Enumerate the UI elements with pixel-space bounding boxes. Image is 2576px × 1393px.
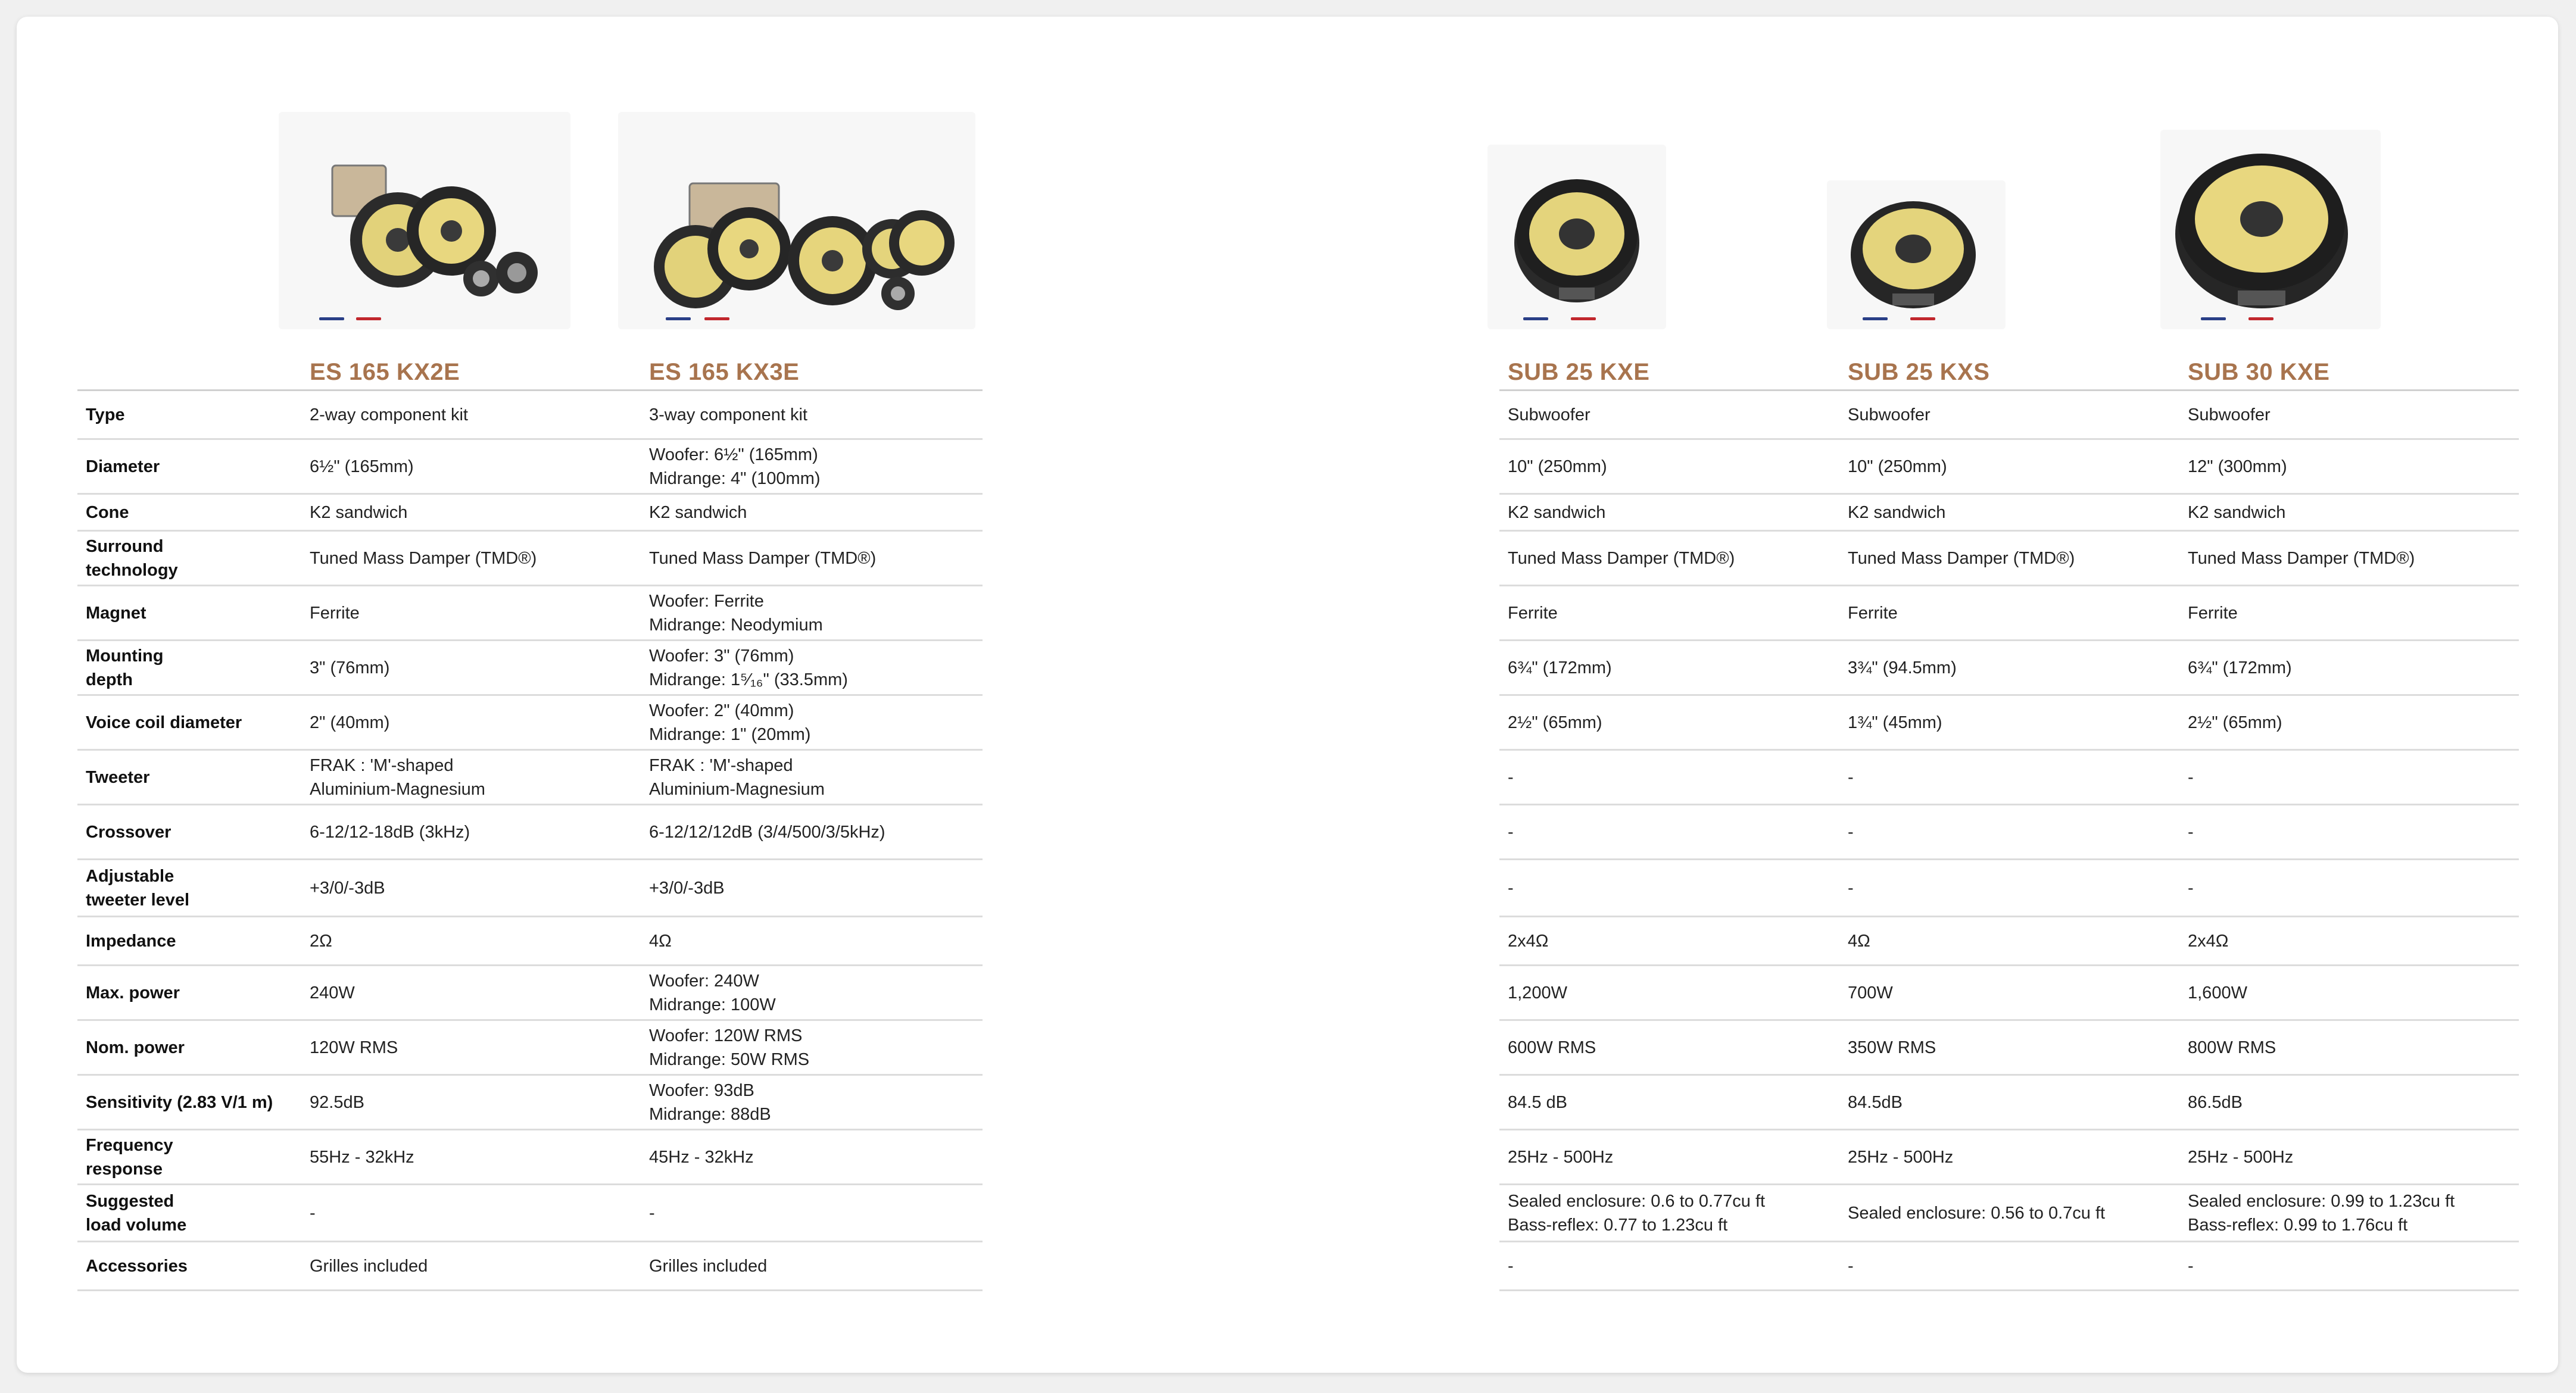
spec-label: Max. power [77, 966, 301, 1020]
spec-value: Ferrite [1839, 586, 2179, 641]
component-speaker-kit-icon [279, 112, 570, 329]
spec-value: 84.5dB [1839, 1075, 2179, 1130]
table-row [77, 1075, 983, 1130]
spec-value: - [301, 1185, 641, 1242]
table-row [1499, 439, 2519, 494]
sub30kxe-product-image [2160, 130, 2381, 329]
flag-blue-stripe [666, 317, 691, 320]
spec-value: - [2179, 1242, 2519, 1291]
spec-value: Ferrite [2179, 586, 2519, 641]
spec-label: Diameter [77, 439, 301, 494]
spec-value: 12" (300mm) [2179, 439, 2519, 494]
spec-value: Woofer: Ferrite Midrange: Neodymium [641, 586, 983, 641]
spec-value: K2 sandwich [2179, 494, 2519, 531]
spec-label: Cone [77, 494, 301, 531]
spec-value: Tuned Mass Damper (TMD®) [1839, 531, 2179, 586]
spec-value: K2 sandwich [1499, 494, 1839, 531]
spec-value: - [2179, 805, 2519, 860]
spec-label: Type [77, 391, 301, 439]
table-row [77, 494, 983, 531]
flag-blue-stripe [2201, 317, 2226, 320]
spec-value: +3/0/-3dB [301, 860, 641, 917]
subwoofer-icon [2160, 130, 2381, 329]
table-row [77, 391, 983, 439]
spec-value: 3" (76mm) [301, 641, 641, 695]
table-row [1499, 1242, 2519, 1291]
spec-value: Ferrite [301, 586, 641, 641]
spec-value: Tuned Mass Damper (TMD®) [641, 531, 983, 586]
spec-value: 92.5dB [301, 1075, 641, 1130]
spec-label: Adjustable tweeter level [77, 860, 301, 917]
es165kx2e-product-image [279, 112, 570, 329]
spec-label: Sensitivity (2.83 V/1 m) [77, 1075, 301, 1130]
flag-red-stripe [1571, 317, 1596, 320]
flag-blue-stripe [1863, 317, 1888, 320]
spec-value: 4Ω [1839, 917, 2179, 966]
flag-blue-stripe [319, 317, 344, 320]
spec-value: Woofer: 120W RMS Midrange: 50W RMS [641, 1020, 983, 1075]
spec-value: - [641, 1185, 983, 1242]
spec-value: 45Hz - 32kHz [641, 1130, 983, 1185]
table-row [77, 1130, 983, 1185]
spec-value: Subwoofer [1839, 391, 2179, 439]
table-row [77, 1185, 983, 1242]
spec-value: +3/0/-3dB [641, 860, 983, 917]
spec-label: Magnet [77, 586, 301, 641]
spec-label: Frequency response [77, 1130, 301, 1185]
table-row [1499, 1130, 2519, 1185]
es165kx3e-product-image [618, 112, 975, 329]
spec-value: - [1839, 750, 2179, 805]
table-row [1499, 531, 2519, 586]
spec-value: 2Ω [301, 917, 641, 966]
spec-value: 3-way component kit [641, 391, 983, 439]
spec-label: Tweeter [77, 750, 301, 805]
spec-value: Woofer: 93dB Midrange: 88dB [641, 1075, 983, 1130]
model-name: ES 165 KX3E [641, 347, 983, 391]
spec-value: 25Hz - 500Hz [1839, 1130, 2179, 1185]
spec-value: 2½" (65mm) [1499, 695, 1839, 750]
spec-value: Woofer: 6½" (165mm) Midrange: 4" (100mm) [641, 439, 983, 494]
spec-value: - [1839, 860, 2179, 917]
spec-value: 120W RMS [301, 1020, 641, 1075]
spec-value: Subwoofer [2179, 391, 2519, 439]
spec-value: 86.5dB [2179, 1075, 2519, 1130]
table-row [1499, 966, 2519, 1020]
spec-value: FRAK : 'M'-shaped Aluminium-Magnesium [641, 750, 983, 805]
spec-value: 1,600W [2179, 966, 2519, 1020]
table-row [1499, 1075, 2519, 1130]
spec-value: Grilles included [641, 1242, 983, 1291]
spec-value: 3¾" (94.5mm) [1839, 641, 2179, 695]
table-row [77, 805, 983, 860]
flag-red-stripe [2248, 317, 2274, 320]
table-row [1499, 695, 2519, 750]
model-name: SUB 25 KXE [1499, 347, 1839, 391]
flag-red-stripe [1910, 317, 1935, 320]
subwoofer-spec-table [1499, 347, 2519, 1291]
spec-label: Suggested load volume [77, 1185, 301, 1242]
spec-label: Accessories [77, 1242, 301, 1291]
spec-label-header [77, 347, 301, 391]
spec-value: Tuned Mass Damper (TMD®) [301, 531, 641, 586]
spec-value: 4Ω [641, 917, 983, 966]
model-name: SUB 30 KXE [2179, 347, 2519, 391]
table-row [1499, 917, 2519, 966]
spec-label: Voice coil diameter [77, 695, 301, 750]
spec-value: Ferrite [1499, 586, 1839, 641]
spec-value: Sealed enclosure: 0.6 to 0.77cu ft Bass-reflex: 0.77 to 1.23cu ft [1499, 1185, 1839, 1242]
component-speaker-kit-icon [618, 112, 975, 329]
spec-label: Surround technology [77, 531, 301, 586]
flag-red-stripe [356, 317, 381, 320]
spec-value: K2 sandwich [641, 494, 983, 531]
table-row [77, 1020, 983, 1075]
subwoofer-icon [1487, 145, 1666, 329]
spec-label: Nom. power [77, 1020, 301, 1075]
spec-label: Mounting depth [77, 641, 301, 695]
spec-value: 2-way component kit [301, 391, 641, 439]
table-row [77, 750, 983, 805]
model-name: SUB 25 KXS [1839, 347, 2179, 391]
table-row [77, 439, 983, 494]
flag-red-stripe [704, 317, 729, 320]
spec-value: - [1499, 860, 1839, 917]
spec-value: K2 sandwich [301, 494, 641, 531]
spec-sheet-page [17, 17, 2558, 1373]
table-header-row [77, 347, 983, 391]
spec-value: - [2179, 750, 2519, 805]
spec-value: K2 sandwich [1839, 494, 2179, 531]
spec-value: - [1839, 1242, 2179, 1291]
spec-value: 700W [1839, 966, 2179, 1020]
spec-value: 2x4Ω [1499, 917, 1839, 966]
spec-value: Woofer: 2" (40mm) Midrange: 1" (20mm) [641, 695, 983, 750]
spec-value: 6-12/12/12dB (3/4/500/3/5kHz) [641, 805, 983, 860]
table-row [1499, 641, 2519, 695]
spec-value: 10" (250mm) [1499, 439, 1839, 494]
spec-value: 2" (40mm) [301, 695, 641, 750]
spec-value: 25Hz - 500Hz [1499, 1130, 1839, 1185]
spec-value: Woofer: 3" (76mm) Midrange: 1⁵⁄₁₆" (33.5mm) [641, 641, 983, 695]
spec-value: 800W RMS [2179, 1020, 2519, 1075]
spec-label: Crossover [77, 805, 301, 860]
table-row [77, 586, 983, 641]
table-row [77, 917, 983, 966]
table-row [77, 1242, 983, 1291]
spec-value: - [2179, 860, 2519, 917]
table-header-row [1499, 347, 2519, 391]
table-row [77, 695, 983, 750]
sub25kxs-product-image [1827, 180, 2006, 329]
spec-value: Tuned Mass Damper (TMD®) [2179, 531, 2519, 586]
spec-value: 600W RMS [1499, 1020, 1839, 1075]
spec-value: 25Hz - 500Hz [2179, 1130, 2519, 1185]
spec-value: - [1499, 750, 1839, 805]
sub25kxe-product-image [1487, 145, 1666, 329]
spec-value: Subwoofer [1499, 391, 1839, 439]
table-row [1499, 391, 2519, 439]
spec-value: 240W [301, 966, 641, 1020]
flag-blue-stripe [1523, 317, 1548, 320]
spec-value: 1¾" (45mm) [1839, 695, 2179, 750]
subwoofer-icon [1827, 180, 2006, 329]
model-name: ES 165 KX2E [301, 347, 641, 391]
spec-value: 2x4Ω [2179, 917, 2519, 966]
spec-value: 6¾" (172mm) [2179, 641, 2519, 695]
spec-value: 350W RMS [1839, 1020, 2179, 1075]
spec-value: - [1499, 1242, 1839, 1291]
table-row [1499, 1020, 2519, 1075]
spec-value: Sealed enclosure: 0.56 to 0.7cu ft [1839, 1185, 2179, 1242]
table-row [1499, 586, 2519, 641]
table-row [77, 531, 983, 586]
table-row [77, 966, 983, 1020]
component-kit-spec-table [77, 347, 983, 1291]
spec-value: 6¾" (172mm) [1499, 641, 1839, 695]
spec-value: - [1839, 805, 2179, 860]
spec-value: FRAK : 'M'-shaped Aluminium-Magnesium [301, 750, 641, 805]
table-row [1499, 860, 2519, 917]
spec-value: 6½" (165mm) [301, 439, 641, 494]
spec-value: Tuned Mass Damper (TMD®) [1499, 531, 1839, 586]
spec-label: Impedance [77, 917, 301, 966]
table-row [1499, 1185, 2519, 1242]
spec-value: 1,200W [1499, 966, 1839, 1020]
table-row [1499, 494, 2519, 531]
table-row [1499, 805, 2519, 860]
spec-value: 10" (250mm) [1839, 439, 2179, 494]
spec-value: - [1499, 805, 1839, 860]
table-row [77, 641, 983, 695]
table-row [77, 860, 983, 917]
table-row [1499, 750, 2519, 805]
spec-value: Grilles included [301, 1242, 641, 1291]
spec-value: 2½" (65mm) [2179, 695, 2519, 750]
spec-value: 84.5 dB [1499, 1075, 1839, 1130]
spec-value: 55Hz - 32kHz [301, 1130, 641, 1185]
spec-value: 6-12/12-18dB (3kHz) [301, 805, 641, 860]
spec-value: Woofer: 240W Midrange: 100W [641, 966, 983, 1020]
spec-value: Sealed enclosure: 0.99 to 1.23cu ft Bass-reflex: 0.99 to 1.76cu ft [2179, 1185, 2519, 1242]
